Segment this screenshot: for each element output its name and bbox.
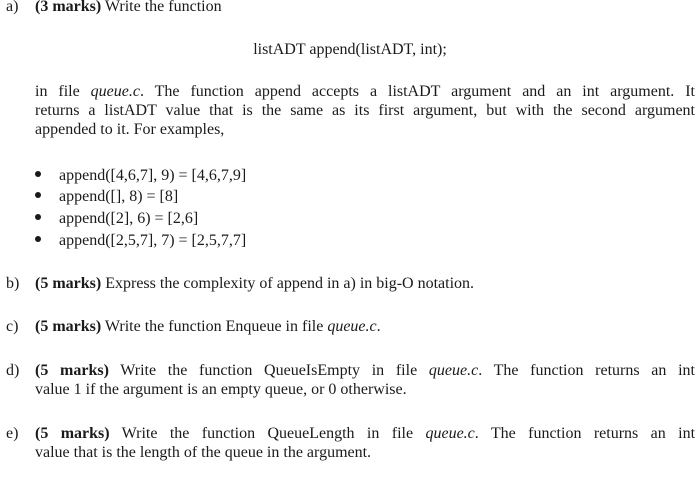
part-e-marks: (5 marks) xyxy=(35,425,110,442)
example-item xyxy=(35,187,178,207)
example-item xyxy=(35,166,246,186)
part-b-body: Express the complexity of append in a) in big-O notation. xyxy=(101,275,475,292)
part-c-body-pre: Write the function Enqueue in file xyxy=(101,318,328,335)
example-text: append([], 8) = [8] xyxy=(59,188,179,205)
part-d-line-1-post: . The function returns an int xyxy=(478,362,695,379)
example-item xyxy=(35,209,198,229)
part-e-line-1-post: . The function returns an int xyxy=(474,425,696,442)
part-b-text xyxy=(35,274,474,294)
part-a-marks: (3 marks) xyxy=(35,0,102,15)
part-a-heading-text: Write the function xyxy=(101,0,222,15)
part-a-desc-line-1 xyxy=(35,82,695,102)
part-d-line-1-pre: Write the function QueueIsEmpty in file xyxy=(108,362,429,379)
desc-line-1-pre: in file xyxy=(35,83,91,100)
part-c-marks: (5 marks) xyxy=(35,318,102,335)
part-e-line-2: value that is the length of the queue in the argument. xyxy=(35,444,372,461)
part-a-heading xyxy=(35,0,222,17)
part-d-label: d) xyxy=(6,362,20,379)
bullet-icon xyxy=(35,192,41,198)
part-e-line-1-pre: Write the function QueueLength in file xyxy=(109,425,426,442)
function-signature: listADT append(listADT, int); xyxy=(253,41,447,58)
example-text: append([2], 6) = [2,6] xyxy=(59,210,199,227)
file-name: queue.c xyxy=(327,318,377,335)
part-c-label: c) xyxy=(6,318,19,335)
part-b-label: b) xyxy=(6,275,20,292)
example-text: append([4,6,7], 9) = [4,6,7,9] xyxy=(59,167,247,184)
part-d-marks: (5 marks) xyxy=(35,362,109,379)
bullet-icon xyxy=(35,171,41,177)
part-a-desc-line-3: appended to it. For examples, xyxy=(35,121,225,138)
part-d-line-2: value 1 if the argument is an empty queue, or 0 otherwise. xyxy=(35,381,407,398)
bullet-icon xyxy=(35,214,41,220)
part-c-body-post: . xyxy=(376,318,381,335)
file-name: queue.c xyxy=(90,83,140,100)
example-text: append([2,5,7], 7) = [2,5,7,7] xyxy=(59,232,247,249)
part-a-desc-line-2: returns a listADT value that is the same as its first argument, but with the second argument xyxy=(35,102,695,119)
part-b-marks: (5 marks) xyxy=(35,275,102,292)
example-item xyxy=(35,231,246,251)
file-name: queue.c xyxy=(428,362,479,379)
part-e-line-1 xyxy=(35,424,695,444)
desc-line-1-post: . The function append accepts a listADT argument and an int argument. It xyxy=(139,83,695,100)
part-a-label: a) xyxy=(6,0,19,15)
part-e-label: e) xyxy=(6,425,19,442)
bullet-icon xyxy=(35,236,41,242)
file-name: queue.c xyxy=(425,425,475,442)
part-c-text xyxy=(35,317,381,337)
part-d-line-1 xyxy=(35,361,695,381)
